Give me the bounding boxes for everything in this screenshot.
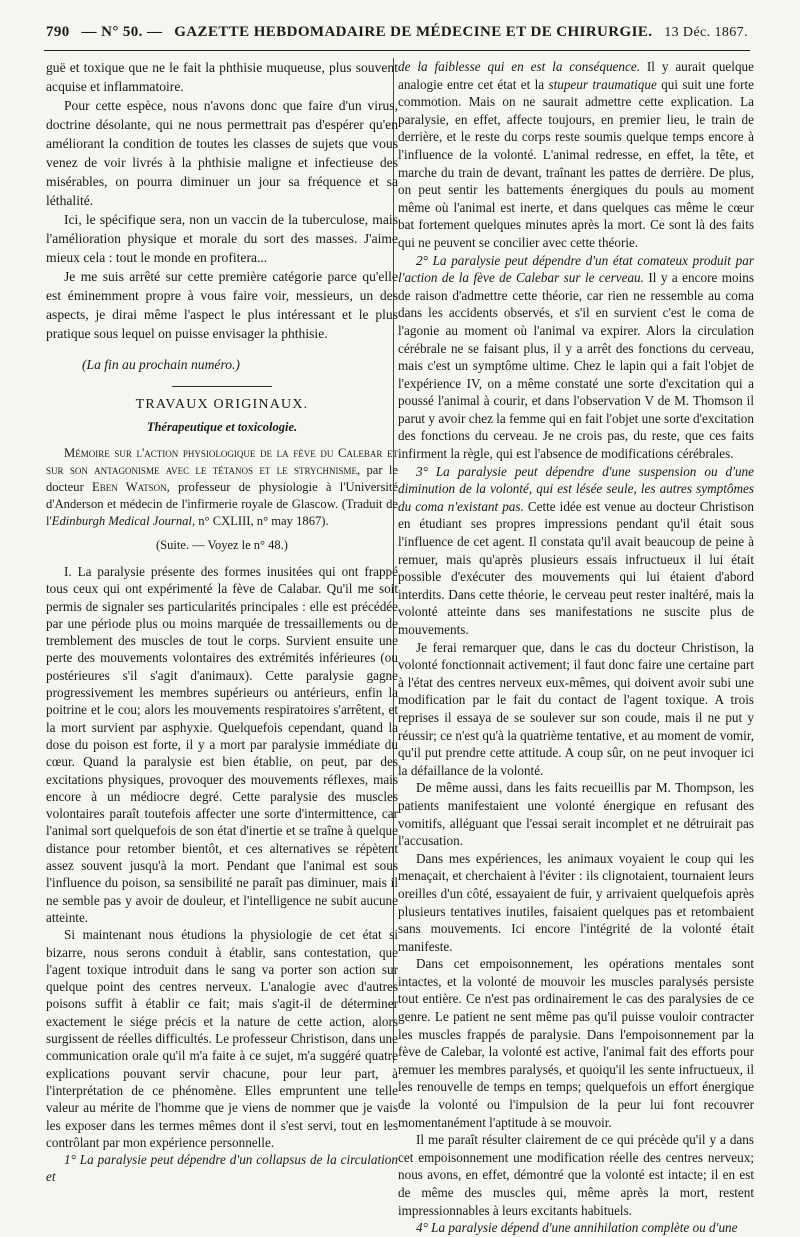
paragraph: Pour cette espèce, nous n'avons donc que faire d'un virus, doctrine désolante, qui ne nous permettrait pas d'espérer qu'en améliorant la condition de toutes les classes de sujets que vous venez de voir livrés à la phthisie maligne et infectieuse des misérables, on pourra diminuer un jour sa fréquence et sa léthalité. <box>46 98 398 208</box>
paragraph: 1° La paralysie peut dépendre d'un collapsus de la circulation et <box>46 1152 398 1185</box>
paragraph: I. La paralysie présente des formes inusitées qui ont frappé tous ceux qui ont expérimenté la fève de Calabar. Qu'il me soit permis de signaler ses particularités principales : elle est précédée par une période plus ou moins marquée de tressaillements ou de tremblement des muscles de tout le corps. Survient ensuite une perte des mouvements volontaires des extrémités inférieures (ou postérieures s'il s'agit d'animaux). Cette paralysie gagne progressivement les membres supérieurs ou antérieurs, enfin la poitrine et le cou; alors les mouvements respiratoires s'arrêtent, et la mort survient par asphyxie. Quelquefois cependant, quand la dose du poison est forte, il y a mort par paralysie immédiate du cœur. Quand la paralysie est bien établie, on peut, par des excitations physiques, provoquer des mouvements réflexes, mais encore à un médiocre degré. Cette paralysie des muscles volontaires paraît toutefois affecter une sorte d'intermittence, car l'animal sort quelquefois de son état d'inertie et se traîne à quelque distance pour retomber bientôt, et ces alternatives se répètent assez souvent jusqu'à la mort. Pendant que l'animal est sous l'influence du poison, sa sensibilité ne paraît pas diminuer, mais il ne semble pas y avoir de douleur, et l'intelligence ne subit aucune atteinte. <box>46 564 398 925</box>
memoire-text: , professeur de physiologie à l'Université d'Anderson et médecin de l'infirmerie royale de Glascow. (Traduit de l' <box>46 480 398 528</box>
right-column <box>398 58 754 1237</box>
paragraph <box>398 58 754 252</box>
issue-number: — N° 50. — <box>81 24 163 40</box>
suite-note: (Suite. — Voyez le n° 48.) <box>156 538 288 552</box>
memoire-text: par le docteur <box>46 463 398 494</box>
emphasis: 2° La paralysie peut dépendre d'un état comateux produit par l'action de la fève de Calebar sur le cerveau. <box>398 252 754 286</box>
paragraph: Dans cet empoisonnement, les opérations mentales sont intactes, et la volonté de mouvoir les muscles paralysés persiste tout entière. Ce n'est pas ordinairement le cas des paralysies de ce genre. Le patient ne sent même pas qu'il puisse vouloir contracter les muscles frappés de paralysie. Dans l'empoisonnement par la fève de Calebar, la volonté est active, l'animal fait des efforts pour remuer les membres paralysés, et quoiqu'il les sente infructueux, il les renouvelle de temps en temps; quelquefois un effort énergique de la volonté ou l'impulsion de la peur lui font recouvrer momentanément l'aptitude à se mouvoir. <box>398 956 754 1130</box>
memoire-title: Mémoire sur l'action physiologique de la fève du Calebar et sur son antagonisme avec le tétanos et le strychnisme, <box>46 446 398 477</box>
header-rule <box>44 50 750 51</box>
paragraph: Dans mes expériences, les animaux voyaient le coup qui les menaçait, et cherchaient à l'éviter : ils clignotaient, tournaient leurs oreilles d'un côté, essayaient de fuir, y arrivaient quelquefois après plusieurs tentatives inutiles, faisaient quelques pas et retombaient sans mouvements. Ici encore l'intégrité de la volonté était manifeste. <box>398 850 754 954</box>
text: Cette idée est venue au docteur Christison en étudiant ses propres impressions pendant qu'il était sous l'influence de cet agent. Il constata qu'il avait beaucoup de peine à remuer, mais qu'après plusieurs essais infructueux il lui était possible d'exécuter des mouvements qui lui étaient d'abord interdits. Dans cette théorie, le cerveau peut rester inaltéré, mais la volonté atteinte dans ses manifestations ne suscite plus de mouvements. <box>398 498 754 637</box>
paragraph: Il me paraît résulter clairement de ce qui précède qu'il y a dans cet empoisonnement une modification réelle des centres nerveux; nous avons, en effet, démontré que la volonté est intacte; il en est de même des muscles qui, même après la mort, restent impressionnables à leurs excitants habituels. <box>398 1132 754 1218</box>
emphasis: de la faiblesse qui en est la conséquence. <box>398 59 640 74</box>
emphasis: stupeur traumatique <box>548 76 657 92</box>
text: qui suit une forte commotion. Mais on ne saurait admettre cette explication. La paralysie, en effet, affecte toujours, en premier lieu, le train de derrière, et le reste du corps reste soumis quelque temps encore à l'influence de la volonté. L'animal redresse, en effet, la tête, et marche du train de devant, traînant les pattes de derrière. De plus, on peut sentir les battements énergiques du pouls au moment même où l'animal est inerte, et dans quelques cas même le cœur bat fortement quelques minutes après la mort. Ce sont là des faits qui ne peuvent se concilier avec cette théorie. <box>398 76 754 250</box>
emphasis: 3° La paralysie peut dépendre d'une suspension ou d'une diminution de la volonté, qui est lésée seule, les autres symptômes du coma n'existant pas. <box>398 463 754 514</box>
section-rule <box>172 386 272 387</box>
section-subtitle: Thérapeutique et toxicologie. <box>146 420 298 434</box>
article-heading <box>46 445 398 530</box>
memoire-author: Eben Watson <box>92 480 167 494</box>
article-body <box>46 563 398 1186</box>
paragraph: 4° La paralysie dépend d'une annihilation complète ou d'une <box>416 1220 738 1236</box>
paragraph: guë et toxique que ne le fait la phthisie muqueuse, plus souvent acquise et inflammatoire. <box>46 60 398 94</box>
journal-title: GAZETTE HEBDOMADAIRE DE MÉDECINE ET DE CHIRURGIE. <box>174 24 653 40</box>
issue-date: 13 Déc. 1867. <box>664 25 748 40</box>
text: Il y a encore moins de raison d'admettre cette théorie, car rien ne ressemble au coma dans les accidents observés, et s'il en survient c'est le coma de l'agonie au moment où l'animal va expirer. Alors la circulation cérébrale ne se faisant plus, il y a arrêt des fonctions du cerveau, mais c'est un symptôme ultime. Chez le lapin qui a fait l'objet de l'expérience IV, on a même constaté une sorte d'excitation qui a poussé l'animal à courir, et dans l'observation V de M. Thomson il parut y avoir chez la femme qui en fait l'objet une sorte d'excitation des fonctions du cerveau. Je ne crois pas, du reste, que ces faits infirment la règle, qui est l'absence de modifications cérébrales. <box>398 270 754 462</box>
continuation-note: (La fin au prochain numéro.) <box>82 357 240 372</box>
memoire-text: , n° CXLIII, n° may 1867). <box>191 514 329 528</box>
memoire-journal: Edinburgh Medical Journal <box>51 514 192 528</box>
paragraph: De même aussi, dans les faits recueillis par M. Thompson, les patients manifestaient une volonté énergique en refusant des vomitifs, alléguant que l'essai serait incomplet et ne détruirait pas l'accusation. <box>398 780 754 849</box>
paragraph <box>398 252 754 463</box>
paragraph: Si maintenant nous étudions la physiologie de cet état si bizarre, nous serons conduit à établir, sans contestation, que l'agent toxique introduit dans le sang va porter son action sur quelque point des centres nerveux. L'analogie avec d'autres poisons suffit à établir ce fait; mais s'agit-il de déterminer exactement le siége précis et la nature de cette action, alors surgissent de réelles difficultés. Le professeur Christison, dans une communication orale qu'il m'a faite à ce sujet, m'a suggéré quatre explications pouvant servir chacune, pour leur part, à l'interprétation de ce phénomène. Elles empruntent une telle valeur au mérite de l'homme que je viens de nommer que je vais les exposer dans les termes mêmes dont il s'est servi, tout en les contrôlant par mon expérience personnelle. <box>46 927 398 1150</box>
left-column <box>46 58 398 1186</box>
page-number: 790 <box>46 24 70 40</box>
paragraph <box>398 463 754 639</box>
page-header <box>46 24 748 48</box>
paragraph: Ici, le spécifique sera, non un vaccin de la tuberculose, mais l'amélioration physique et morale du sort des masses. J'aime mieux cela : tout le monde en profitera... <box>46 212 398 265</box>
text: Il y aurait quelque analogie entre cet état et la <box>398 59 754 92</box>
section-title: TRAVAUX ORIGINAUX. <box>135 397 309 412</box>
paragraph: Je me suis arrêté sur cette première catégorie parce qu'elle est éminemment propre à vous faire voir, messieurs, un des aspects, je dirai même l'aspect le plus intéressant et le plus pratique sous lequel on puisse envisager la phthisie. <box>46 269 398 341</box>
paragraph: Je ferai remarquer que, dans le cas du docteur Christison, la volonté fonctionnait activement; il faut donc faire une certaine part à l'état des centres nerveux eux-mêmes, qui doivent avoir subi une modification par le fait du contact de l'agent toxique. A trois reprises il essaya de se soulever sur son coude, mais il ne put y réussir; ce n'est qu'à la quatrième tentative, et au moment de vomir, qu'il put prendre cette attitude. A coup sûr, on ne peut invoquer ici la défaillance de la volonté. <box>398 639 754 778</box>
